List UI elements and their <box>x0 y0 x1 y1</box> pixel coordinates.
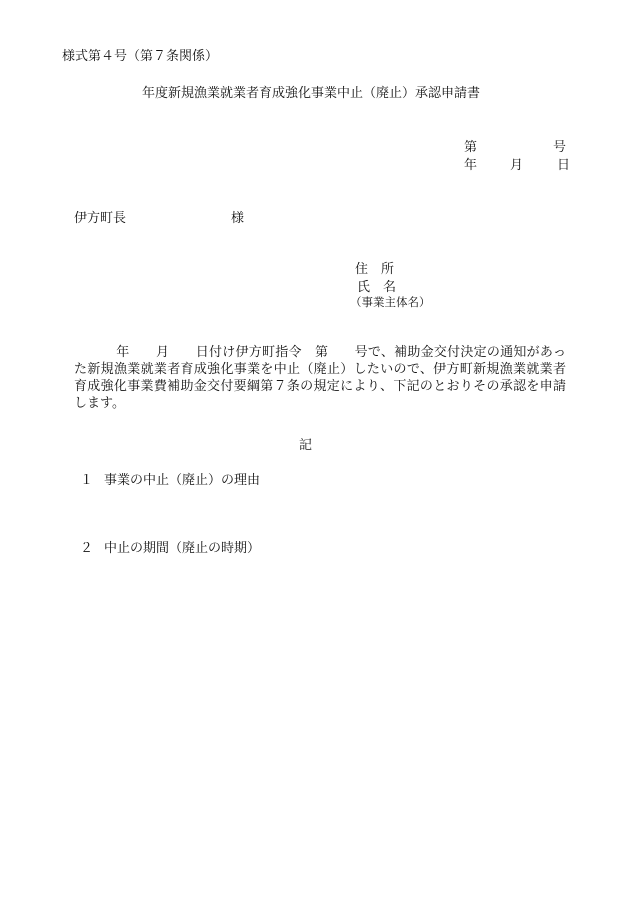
item-label: 中止の期間（廃止の時期） <box>104 541 261 556</box>
date-day: 日 <box>557 158 571 173</box>
list-item <box>80 537 260 556</box>
entity-name-label: （事業主体名） <box>350 295 431 309</box>
document-title: 年度新規漁業就業者育成強化事業中止（廃止）承認申請書 <box>142 86 481 101</box>
item-label: 事業の中止（廃止）の理由 <box>104 473 261 488</box>
body-paragraph-text: 年 月 日付け伊方町指令 第 号で、補助金交付決定の通知があった新規漁業就業者育成強化事業を中止（廃止）したいので、伊方町新規漁業就業者育成強化事業費補助金交付要綱第７条の規定により、下記のとおりその承認を申請します。 <box>74 345 566 411</box>
reference-go: 号 <box>553 140 567 155</box>
date-year: 年 <box>464 158 478 173</box>
item-number: １ <box>80 473 94 488</box>
body-paragraph <box>74 344 566 412</box>
honorific: 様 <box>231 211 245 226</box>
list-item <box>80 469 260 488</box>
address-label: 住 所 <box>355 262 395 277</box>
item-number: ２ <box>80 541 94 556</box>
name-label: 氏 名 <box>357 280 397 295</box>
form-number: 様式第４号（第７条関係） <box>62 49 219 64</box>
recipient: 伊方町長 <box>74 211 127 226</box>
ki-heading: 記 <box>299 438 313 453</box>
reference-dai: 第 <box>464 140 478 155</box>
date-month: 月 <box>510 158 524 173</box>
